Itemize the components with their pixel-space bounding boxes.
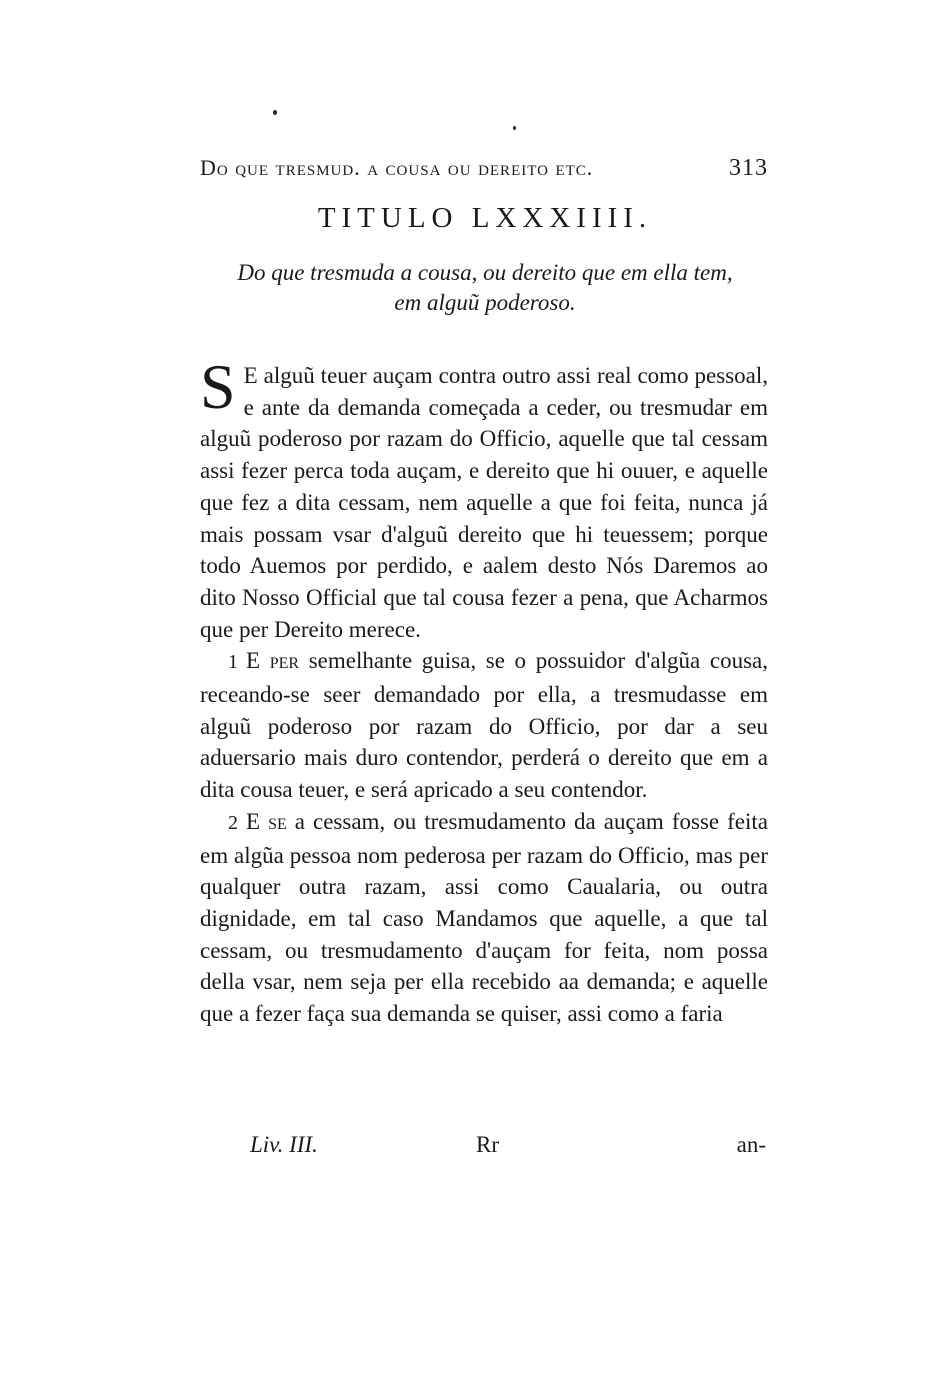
section-lead: E per — [246, 648, 300, 674]
footer-catchword: an- — [736, 1132, 766, 1157]
section-lead: E se — [246, 808, 287, 834]
chapter-title: TITULO LXXXIIII. — [317, 202, 653, 234]
running-head-text: Do que tresmud. a cousa ou dereito etc. — [200, 155, 594, 180]
footer-book: Liv. III. — [250, 1132, 318, 1157]
page-number: 313 — [729, 155, 768, 181]
body-text — [200, 351, 769, 1030]
chapter-subtitle — [200, 258, 770, 318]
ink-speck — [513, 126, 516, 130]
running-head — [200, 150, 770, 186]
page-footer — [200, 1128, 770, 1162]
section-number: 2 — [228, 811, 238, 834]
ink-speck — [273, 110, 277, 115]
footer-signature: Rr — [476, 1132, 499, 1157]
paragraph-text: semelhante guisa, se o possuidor d'algũa cousa, receando-se seer demandado por ella, a tresmudasse em alguũ poderoso por razam do Officio, por dar a seu aduersario mais duro contendor, perderá o dereito que em a dita cousa teuer, e será apricado a seu contendor. — [200, 648, 769, 803]
subtitle-line-2: em alguũ poderoso. — [394, 290, 576, 315]
section-number: 1 — [228, 651, 238, 674]
paragraph-section-2 — [200, 806, 768, 1030]
paragraph-section-1 — [200, 645, 768, 806]
paragraph-text: a cessam, ou tresmudamento da auçam fosse feita em algũa pessoa nom pederosa per razam do Officio, mas per qualquer outra razam, assi como Caualaria, ou outra dignidade, em tal caso Mandamos que aquelle, a que tal cessam, ou tresmudamento d'auçam for feita, nom possa della vsar, nem seja per ella recebido aa demanda; e aquelle que a fezer faça sua demanda se quiser, assi como a faria — [200, 808, 768, 1027]
subtitle-line-1: Do que tresmuda a cousa, ou dereito que em ella tem, — [237, 260, 733, 285]
paragraph-opening — [200, 351, 768, 645]
paragraph-text: E alguũ teuer auçam contra outro assi real como pessoal, e ante da demanda começada a ceder, ou tresmudar em alguũ poderoso por razam do Officio, aquelle que tal cessam assi fezer perca toda auçam, e dereito que hi ouuer, e aquelle que fez a dita cessam, nem aquelle a que foi feita, nunca já mais possam vsar d'alguũ dereito que hi teuessem; porque todo Auemos por perdido, e aalem desto Nós Daremos ao dito Nosso Official que tal cousa fezer a pena, que Acharmos que per Dereito merece. — [200, 363, 768, 642]
drop-cap: S — [200, 351, 236, 422]
